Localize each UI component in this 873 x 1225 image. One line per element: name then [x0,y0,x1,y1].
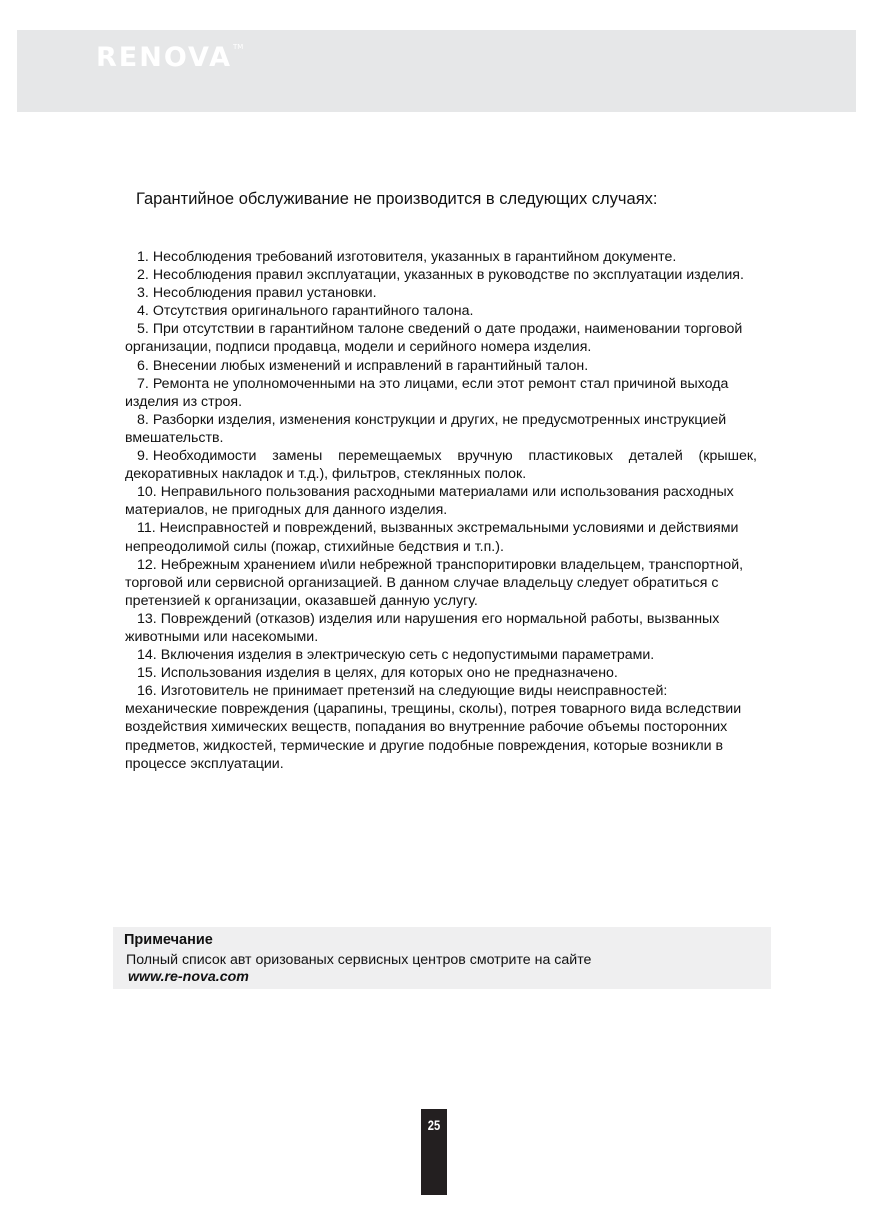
item-number: 5. [137,321,149,338]
item-text: Повреждений (отказов) изделия или нарушения его нормальной работы, вызванных животными или насекомыми. [125,610,720,645]
item-text: Отсутствия оригинального гарантийного талона. [152,303,474,320]
item-text: Включения изделия в электрическую сеть с недопустимыми параметрами. [160,647,655,664]
list-item [125,248,757,266]
item-number: 11. [137,520,156,537]
page-number: 25 [427,1117,441,1133]
list-item [125,610,757,646]
note-text: Полный список авт оризованых сервисных центров смотрите на сайте [126,952,592,968]
list-item [125,284,757,302]
item-number: 2. [137,267,149,284]
list-item [125,682,757,772]
trademark-sign: TM [233,43,244,51]
page-number-tab [421,1109,447,1195]
item-text: Небрежным хранением и\или небрежной транспоритировки владельцем, транспортной, торговой или сервисной организацией. В данном случае владельцу следует обратиться с претензией к организации, оказавшей данную услугу. [125,556,744,609]
item-number: 10. [137,484,157,501]
warranty-exclusions-list [125,248,757,773]
item-text: Необходимости замены перемещаемых вручную пластиковых деталей (крышек, декоративных накладок и т.д.), фильтров, стеклянных полок. [125,448,757,483]
item-number: 4. [137,303,149,320]
page-heading: Гарантийное обслуживание не производится в следующих случаях: [136,190,658,208]
item-text: Использования изделия в целях, для которых оно не предназначено. [160,665,618,682]
item-number: 6. [137,357,149,374]
note-box [113,927,771,989]
item-text: Несоблюдения правил установки. [152,285,377,302]
item-text: Ремонта не уполномоченными на это лицами, если этот ремонт стал причиной выхода изделия из строя. [125,375,729,410]
item-text: Неправильного пользования расходными материалами или использования расходных материалов, не пригодных для данного изделия. [125,484,734,519]
item-number: 14. [137,647,157,664]
item-text: Разборки изделия, изменения конструкции и других, не предусмотренных инструкцией вмешательств. [125,411,727,446]
list-item [125,320,757,356]
note-title: Примечание [124,932,213,948]
item-number: 12. [137,556,157,573]
item-number: 3. [137,285,149,302]
item-text: Несоблюдения требований изготовителя, указанных в гарантийном документе. [152,249,677,265]
list-item [125,357,757,375]
item-text: Внесении любых изменений и исправлений в гарантийный талон. [152,357,589,374]
website-url: www.re-nova.com [128,969,249,985]
list-item [125,483,757,519]
item-text: Неисправностей и повреждений, вызванных экстремальными условиями и действиями непреодолимой силы (пожар, стихийные бедствия и т.п.). [125,520,739,555]
item-number: 15. [137,665,157,682]
list-item [125,556,757,610]
item-number: 9. [137,448,149,465]
item-text: При отсутствии в гарантийном талоне сведений о дате продажи, наименовании торговой организации, подписи продавца, модели и серийного номера изделия. [125,321,743,356]
item-number: 8. [137,411,149,428]
list-item [125,266,757,284]
logo-text: RENOVA [96,42,233,73]
item-text: Изготовитель не принимает претензий на следующие виды неисправностей: механические повреждения (царапины, трещины, сколы), потрея товарного вида вследствии воздействия химических веществ, попадания во внутренние рабочие объемы посторонних предметов, жидкостей, термические и другие подобные повреждения, которые возникли в процессе эксплуатации. [125,683,742,772]
list-item [125,302,757,320]
item-number: 1. [137,249,149,265]
list-item [125,375,757,411]
item-number: 16. [137,683,157,700]
list-item [125,411,757,447]
list-item [125,447,757,483]
item-number: 7. [137,375,149,392]
list-item [125,664,757,682]
brand-logo [96,44,243,71]
item-text: Несоблюдения правил эксплуатации, указанных в руководстве по эксплуатации изделия. [152,267,744,284]
item-number: 13. [137,610,157,627]
list-item [125,646,757,664]
list-item [125,519,757,555]
